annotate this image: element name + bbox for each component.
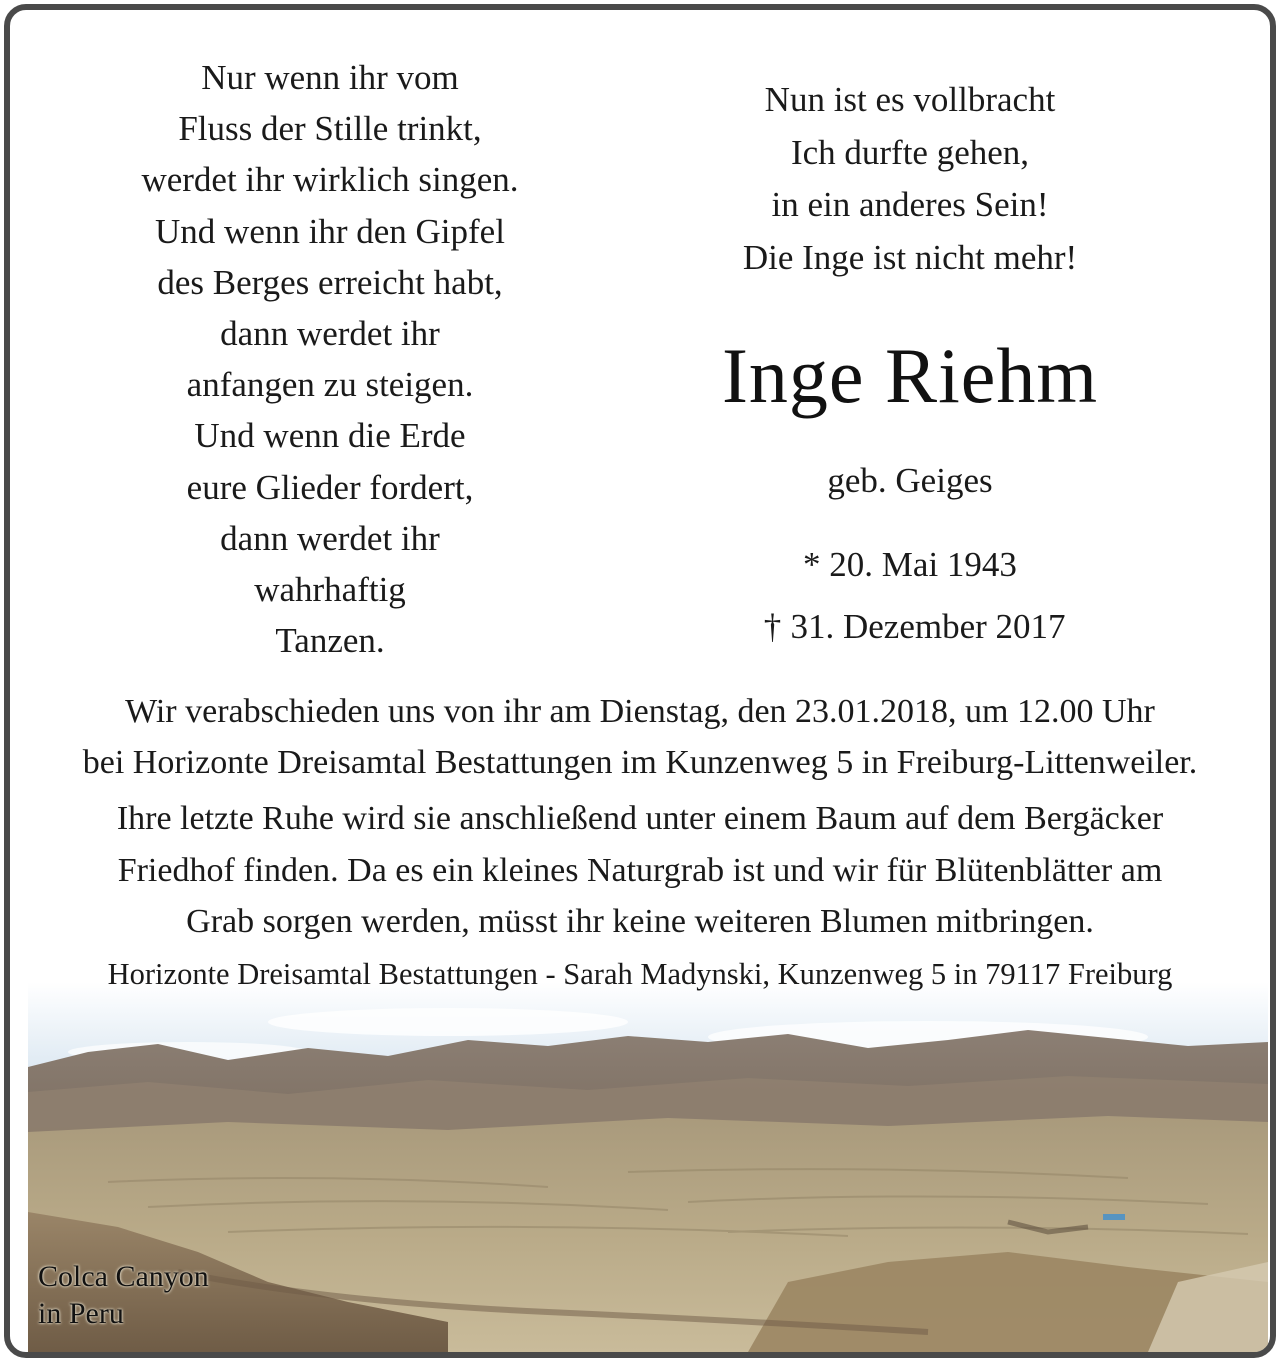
poem-right-line: Nun ist es vollbracht <box>764 80 1056 119</box>
funeral-home-contact: Horizonte Dreisamtal Bestattungen - Sarah Madynski, Kunzenweg 5 in 79117 Freiburg <box>107 957 1173 991</box>
photo-caption <box>38 1258 209 1332</box>
poem-right-line: Ich durfte gehen, <box>790 132 1030 172</box>
poem-left-line: anfangen zu steigen. <box>186 365 474 405</box>
photo-caption-line: in Peru <box>38 1297 124 1330</box>
poem-left-line: dann werdet ihr <box>220 314 440 354</box>
landscape-photo <box>28 982 1268 1352</box>
burial-paragraph <box>30 793 1250 948</box>
burial-line: Ihre letzte Ruhe wird sie anschließend unter einem Baum auf dem Bergäcker <box>116 800 1164 837</box>
poem-left-line: Fluss der Stille trinkt, <box>178 109 482 149</box>
poem-left-line: eure Glieder fordert, <box>186 467 474 507</box>
burial-line: Friedhof finden. Da es ein kleines Naturgrab ist und wir für Blütenblätter am <box>117 851 1163 889</box>
death-date: 31. Dezember 2017 <box>790 607 1066 646</box>
maiden-name: geb. Geiges <box>827 461 993 500</box>
cross-icon: † <box>763 607 782 646</box>
poem-left-line: wahrhaftig <box>254 570 406 610</box>
poem-right-line: in ein anderes Sein! <box>771 185 1049 224</box>
death-line <box>660 602 1160 652</box>
poem-left-line: dann werdet ihr <box>220 518 440 558</box>
poem-left-line: Und wenn die Erde <box>194 416 466 456</box>
poem-left-line: des Berges erreicht habt, <box>157 262 503 302</box>
poem-left-line: werdet ihr wirklich singen. <box>141 160 519 200</box>
obituary-frame <box>4 4 1276 1358</box>
poem-left-line: Und wenn ihr den Gipfel <box>155 211 505 251</box>
farewell-line: Wir verabschieden uns von ihr am Dienstag, den 23.01.2018, um 12.00 Uhr <box>125 693 1155 730</box>
poem-left-line: Nur wenn ihr vom <box>201 58 459 97</box>
poem-left <box>80 52 580 666</box>
poem-right-line: Die Inge ist nicht mehr! <box>742 237 1078 277</box>
poem-right <box>660 74 1160 284</box>
farewell-paragraph <box>30 686 1250 788</box>
burial-line: Grab sorgen werden, müsst ihr keine weiteren Blumen mitbringen. <box>186 903 1094 940</box>
farewell-line: bei Horizonte Dreisamtal Bestattungen im Kunzenweg 5 in Freiburg-Littenweiler. <box>82 744 1198 781</box>
photo-caption-line: Colca Canyon <box>38 1260 209 1293</box>
deceased-name: Inge Riehm <box>721 332 1099 419</box>
birth-date: * 20. Mai 1943 <box>803 545 1017 584</box>
poem-left-line: Tanzen. <box>275 621 385 661</box>
